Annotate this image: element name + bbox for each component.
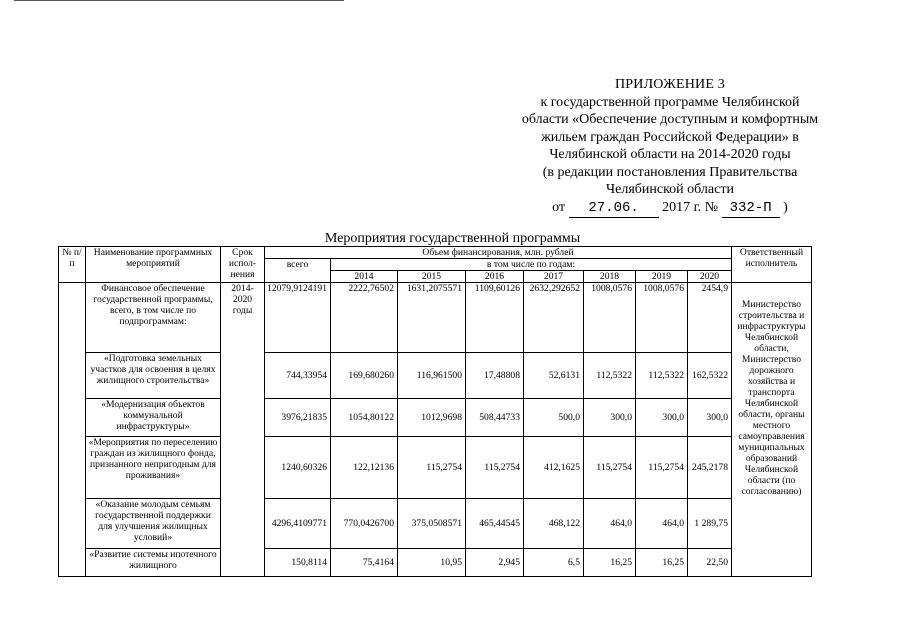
appendix-header [520, 76, 820, 218]
header-year-2019: 2019 [636, 271, 688, 283]
header-by-year: в том числе по годам: [331, 259, 732, 271]
appendix-date-line [520, 199, 820, 219]
row-2018: 112,5322 [584, 353, 636, 399]
appendix-line-3: жильем граждан Российской Федерации» в [541, 129, 799, 145]
row-2016: 17,48808 [466, 353, 524, 399]
row-total: 3976,21835 [265, 399, 331, 437]
row-2014: 122,12136 [331, 437, 398, 499]
row-2019: 1008,0576 [636, 283, 688, 353]
header-year-2017: 2017 [524, 271, 584, 283]
row-2015: 1631,2075571 [398, 283, 466, 353]
row-2017: 6,5 [524, 549, 584, 577]
scan-top-line [14, 0, 344, 1]
appendix-line-6: Челябинской области [606, 182, 734, 197]
row-name: «Развитие системы ипотечного жилищного [86, 549, 221, 577]
table-row [59, 283, 812, 353]
row-2017: 500,0 [524, 399, 584, 437]
row-name: «Оказание молодым семьям государственной поддержки для улучшения жилищных условий» [86, 499, 221, 549]
row-name: Финансовое обеспечение государственной программы, всего, в том числе по подпрограммам: [86, 283, 221, 353]
responsible-cell: Министерство строительства и инфраструктуры Челябинской области, Министерство дорожного хозяйства и транспорта Челябинской области, органы местного самоуправления муниципальных образований Челябинской области (по согласованию) [732, 283, 812, 577]
appendix-line-2: области «Обеспечение доступным и комфортным [521, 112, 819, 127]
appendix-title: ПРИЛОЖЕНИЕ 3 [614, 77, 726, 92]
program-table [58, 246, 812, 577]
row-name: «Мероприятия по переселению граждан из жилищного фонда, признанного непригодным для проживания» [86, 437, 221, 499]
header-year-2020: 2020 [688, 271, 732, 283]
row-2017: 52,6131 [524, 353, 584, 399]
row-2019: 16,25 [636, 549, 688, 577]
row-2015: 115,2754 [398, 437, 466, 499]
row-2018: 464,0 [584, 499, 636, 549]
row-total: 150,8114 [265, 549, 331, 577]
row-2014: 770,0426700 [331, 499, 398, 549]
row-2015: 375,0508571 [398, 499, 466, 549]
header-responsible: Ответственный исполнитель [732, 247, 812, 283]
row-total: 744,33954 [265, 353, 331, 399]
row-2017: 468,122 [524, 499, 584, 549]
row-2014: 2222,76502 [331, 283, 398, 353]
row-2016: 1109,60126 [466, 283, 524, 353]
header-year-2018: 2018 [584, 271, 636, 283]
date-year: 2017 г. № [662, 199, 719, 215]
row-2019: 300,0 [636, 399, 688, 437]
row-2019: 464,0 [636, 499, 688, 549]
header-num: № п/п [59, 247, 86, 283]
row-2020: 22,50 [688, 549, 732, 577]
row-total: 4296,4109771 [265, 499, 331, 549]
date-prefix: от [552, 199, 566, 215]
row-2014: 169,680260 [331, 353, 398, 399]
header-total: всего [265, 259, 331, 283]
row-2016: 465,44545 [466, 499, 524, 549]
header-year-2015: 2015 [398, 271, 466, 283]
appendix-line-5: (в редакции постановления Правительства [542, 164, 798, 180]
header-year-2016: 2016 [466, 271, 524, 283]
row-2020: 1 289,75 [688, 499, 732, 549]
header-name: Наименование программных мероприятий [86, 247, 221, 283]
header-term: Срок испол-нения [221, 247, 265, 283]
row-2014: 75,4164 [331, 549, 398, 577]
row-2020: 162,5322 [688, 353, 732, 399]
row-num-cell [59, 283, 86, 577]
row-total: 1240,60326 [265, 437, 331, 499]
row-2014: 1054,80122 [331, 399, 398, 437]
table-row [59, 437, 812, 499]
term-cell: 2014-2020 годы [221, 283, 265, 577]
row-2017: 412,1625 [524, 437, 584, 499]
table-title: Мероприятия государственной программы [324, 231, 581, 246]
row-2018: 1008,0576 [584, 283, 636, 353]
row-2020: 245,2178 [688, 437, 732, 499]
row-2016: 115,2754 [466, 437, 524, 499]
row-2020: 300,0 [688, 399, 732, 437]
header-year-2014: 2014 [331, 271, 398, 283]
header-funding: Объем финансирования, млн. рублей [265, 247, 732, 259]
row-name: «Модернизация объектов коммунальной инфраструктуры» [86, 399, 221, 437]
row-2015: 10,95 [398, 549, 466, 577]
row-2015: 116,961500 [398, 353, 466, 399]
row-2018: 115,2754 [584, 437, 636, 499]
date-value: 27.06. [569, 200, 659, 219]
row-2015: 1012,9698 [398, 399, 466, 437]
date-suffix: ) [783, 199, 788, 215]
row-2018: 16,25 [584, 549, 636, 577]
doc-number: 332-П [722, 200, 780, 219]
row-2018: 300,0 [584, 399, 636, 437]
table-row [59, 399, 812, 437]
row-2019: 115,2754 [636, 437, 688, 499]
table-row [59, 499, 812, 549]
row-2019: 112,5322 [636, 353, 688, 399]
row-2016: 508,44733 [466, 399, 524, 437]
row-2016: 2,945 [466, 549, 524, 577]
appendix-line-1: к государственной программе Челябинской [540, 94, 800, 110]
row-name: «Подготовка земельных участков для освоения в целях жилищного строительства» [86, 353, 221, 399]
row-2020: 2454,9 [688, 283, 732, 353]
appendix-line-4: Челябинской области на 2014-2020 годы [549, 147, 791, 162]
table-row [59, 549, 812, 577]
row-2017: 2632,292652 [524, 283, 584, 353]
row-total: 12079,9124191 [265, 283, 331, 353]
table-row [59, 353, 812, 399]
